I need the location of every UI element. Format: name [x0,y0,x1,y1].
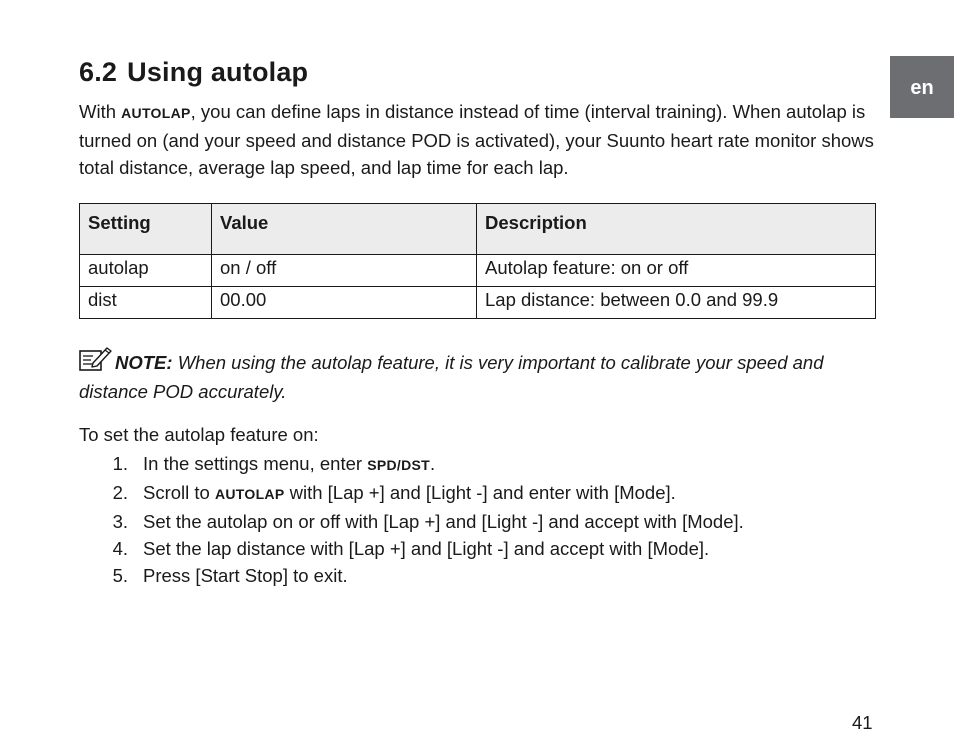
step-number: 2. [112,482,128,503]
table-header-value: Value [212,204,477,255]
step-text: Set the lap distance with [Lap +] and [Light -] and accept with [Mode]. [143,538,710,559]
table-cell: Autolap feature: on or off [477,255,876,287]
step-text: Scroll to [143,482,215,503]
intro-text-end: , you can define laps in distance instead of time (interval training). When autolap is turned on (and your speed and distance POD is activated), your Suunto heart rate monitor shows total distance, average lap speed, and lap time for each lap. [79,101,874,178]
step-keyword: SPD/DST [367,457,430,473]
step-keyword: AUTOLAP [214,486,285,502]
note-pencil-icon [79,345,113,378]
intro-keyword: AUTOLAP [121,105,191,121]
note-text: When using the autolap feature, it is very important to calibrate your speed and distance POD accurately. [79,352,824,402]
table-row [80,287,876,319]
step-text-end: with [Lap +] and [Light -] and enter with [Mode]. [284,482,676,503]
table-cell: dist [80,287,212,319]
step-text: In the settings menu, enter [143,453,368,474]
page-number: 41 [852,712,873,733]
step-number: 5. [112,565,128,586]
list-item [79,535,876,562]
table-cell: 00.00 [212,287,477,319]
list-item [79,562,876,589]
table-cell: Lap distance: between 0.0 and 99.9 [477,287,876,319]
step-number: 3. [112,511,128,532]
steps-list [79,450,876,589]
step-text-end: . [429,453,436,474]
step-number: 4. [112,538,128,559]
table-header-description: Description [477,204,876,255]
step-number: 1. [112,453,128,474]
section-title: Using autolap [127,57,309,87]
section-heading [79,54,876,90]
step-text: Set the autolap on or off with [Lap +] and [Light -] and accept with [Mode]. [143,511,744,532]
note-label: NOTE: [115,352,173,373]
table-cell: on / off [212,255,477,287]
list-item [79,450,876,479]
note-paragraph [79,345,876,405]
section-number: 6.2 [79,57,118,87]
table-header-setting: Setting [80,204,212,255]
step-text: Press [Start Stop] to exit. [143,565,348,586]
settings-table [79,203,876,319]
table-cell: autolap [80,255,212,287]
table-row [80,255,876,287]
list-item [79,479,876,508]
table-header-row [80,204,876,255]
language-tab: en [890,56,954,118]
intro-paragraph [79,98,876,181]
list-item [79,508,876,535]
page-content [79,54,876,589]
intro-text-start: With [79,101,122,122]
steps-lead: To set the autolap feature on: [79,424,319,445]
